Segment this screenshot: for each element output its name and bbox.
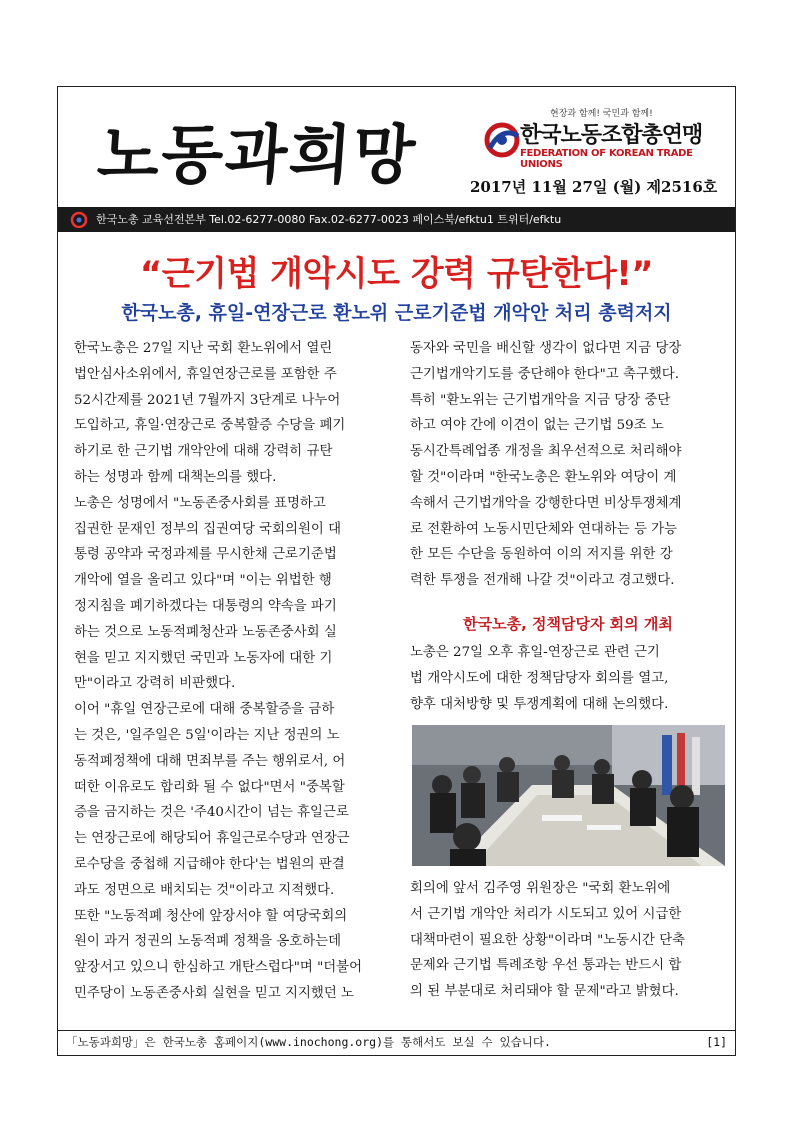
footer xyxy=(58,1030,735,1053)
section-title: 한국노총, 정책담당자 회의 개최 xyxy=(463,615,673,633)
text-line: 하기로 한 근기법 개악안에 대해 강력히 규탄 xyxy=(74,444,333,460)
text-line: 하는 것으로 노동적폐청산과 노동존중사회 실 xyxy=(74,624,337,640)
text-line: 하는 성명과 함께 대책논의를 했다. xyxy=(74,469,277,485)
text-line: 특히 "환노위는 근기법개악을 지금 당장 중단 xyxy=(410,392,671,408)
contact-text: 한국노총 교육선전본부 Tel.02-6277-0080 Fax.02-6277-0023 페이스북/efktu1 트위터/efktu xyxy=(96,213,562,226)
text-line: 하고 여야 간에 이견이 없는 근기법 59조 노 xyxy=(410,418,664,434)
text-line: 증을 금지하는 것은 '주40시간이 넘는 휴일근로 xyxy=(74,805,349,821)
text-line: 집권한 문재인 정부의 집권여당 국회의원이 대 xyxy=(74,521,342,537)
section-body xyxy=(410,876,726,1005)
text-line: 앞장서고 있으니 한심하고 개탄스럽다"며 "더불어 xyxy=(74,960,363,976)
text-line: 대책마련이 필요한 상황"이라며 "노동시간 단축 xyxy=(410,932,686,948)
text-line: 개악에 열을 올리고 있다"며 "이는 위법한 행 xyxy=(74,573,332,589)
org-english-name: FEDERATION OF KOREAN TRADE UNIONS xyxy=(520,148,693,170)
text-line: 법안심사소위에서, 휴일연장근로를 포함한 주 xyxy=(74,366,337,382)
fktu-mini-logo-icon xyxy=(70,211,88,228)
subheadline: 한국노총, 휴일-연장근로 환노위 근로기준법 개악안 처리 총력저지 xyxy=(121,302,672,324)
newsletter-title: 노동과희망 xyxy=(94,118,420,193)
text-line: 의 된 부분대로 처리돼야 할 문제"라고 밝혔다. xyxy=(410,984,679,1000)
text-line: 민주당이 노동존중사회 실현을 믿고 지지했던 노 xyxy=(74,985,354,1001)
text-line: 동적폐정책에 대해 면죄부를 주는 행위로서, 어 xyxy=(74,753,346,769)
headline: “근기법 개악시도 강력 규탄한다!” xyxy=(139,254,654,294)
text-line: 과도 정면으로 배치되는 것"이라고 지적했다. xyxy=(74,882,335,898)
text-line: 도입하고, 휴일·연장근로 중복할증 수당을 폐기 xyxy=(74,418,346,434)
text-line: 는 것은, '일주일은 5일'이라는 지난 정권의 노 xyxy=(74,727,340,743)
org-name: 한국노동조합총연맹 xyxy=(520,123,703,148)
org-block xyxy=(480,106,730,176)
text-line: 한 모든 수단을 동원하여 이의 저지를 위한 강 xyxy=(410,547,673,563)
text-line: 원이 과거 정권의 노동적폐 정책을 옹호하는데 xyxy=(74,934,342,950)
text-line: 문제와 근기법 특례조항 우선 통과는 반드시 합 xyxy=(410,958,682,974)
text-line: 로 전환하여 노동시민단체와 연대하는 등 가능 xyxy=(410,521,678,537)
text-line: 향후 대처방향 및 투쟁계획에 대해 논의했다. xyxy=(410,696,669,712)
text-line: 회의에 앞서 김주영 위원장은 "국회 환노위에 xyxy=(410,881,671,896)
article-left-column xyxy=(74,336,390,1007)
text-line: 로수당을 중첩해 지급해야 한다'는 법원의 판결 xyxy=(74,856,345,872)
text-line: 현을 믿고 지지했던 국민과 노동자에 대한 기 xyxy=(74,650,333,666)
meeting-photo xyxy=(412,725,725,866)
text-line: 근기법개악기도를 중단해야 한다"고 촉구했다. xyxy=(410,366,679,382)
text-line: 노총은 27일 오후 휴일-연장근로 관련 근기 xyxy=(410,645,660,660)
text-line: 한국노총은 27일 지난 국회 환노위에서 열린 xyxy=(74,341,333,356)
article-right-column xyxy=(410,336,726,594)
section-intro xyxy=(410,640,726,717)
text-line: 통령 공약과 국정과제를 무시한채 근로기준법 xyxy=(74,547,337,563)
text-line: 노총은 성명에서 "노동존중사회를 표명하고 xyxy=(74,495,326,511)
footer-note: 「노동과희망」은 한국노총 홈페이지(www.inochong.org)를 통해서도 보실 수 있습니다. xyxy=(66,1035,551,1049)
text-line: 법 개악시도에 대한 정책담당자 회의를 열고, xyxy=(410,670,669,686)
issue-date-number: 2017년 11월 27일 (월) 제2516호 xyxy=(470,178,718,196)
text-line: 할 것"이라며 "한국노총은 환노위와 여당이 계 xyxy=(410,469,677,485)
org-slogan: 현장과 함께! 국민과 함께! xyxy=(550,109,653,119)
text-line: 떠한 이유로도 합리화 될 수 없다"면서 "중복할 xyxy=(74,779,345,795)
contact-bar xyxy=(58,207,735,232)
text-line: 력한 투쟁을 전개해 나갈 것"이라고 경고했다. xyxy=(410,573,675,589)
text-line: 52시간제를 2021년 7월까지 3단계로 나누어 xyxy=(74,392,341,408)
text-line: 이어 "휴일 연장근로에 대해 중복할증을 금하 xyxy=(74,702,335,718)
page-number: [1] xyxy=(706,1035,727,1049)
text-line: 만"이라고 강력히 비판했다. xyxy=(74,676,236,692)
text-line: 또한 "노동적폐 청산에 앞장서야 할 여당국회의 xyxy=(74,908,348,924)
text-line: 정지침을 폐기하겠다는 대통령의 약속을 파기 xyxy=(74,598,337,614)
text-line: 는 연장근로에 해당되어 휴일근로수당과 연장근 xyxy=(74,831,350,847)
text-line: 서 근기법 개악안 처리가 시도되고 있어 시급한 xyxy=(410,906,682,922)
text-line: 동자와 국민을 배신할 생각이 없다면 지금 당장 xyxy=(410,341,682,356)
text-line: 속해서 근기법개악을 강행한다면 비상투쟁체계 xyxy=(410,495,682,511)
text-line: 동시간특례업종 개정을 최우선적으로 처리해야 xyxy=(410,444,682,460)
